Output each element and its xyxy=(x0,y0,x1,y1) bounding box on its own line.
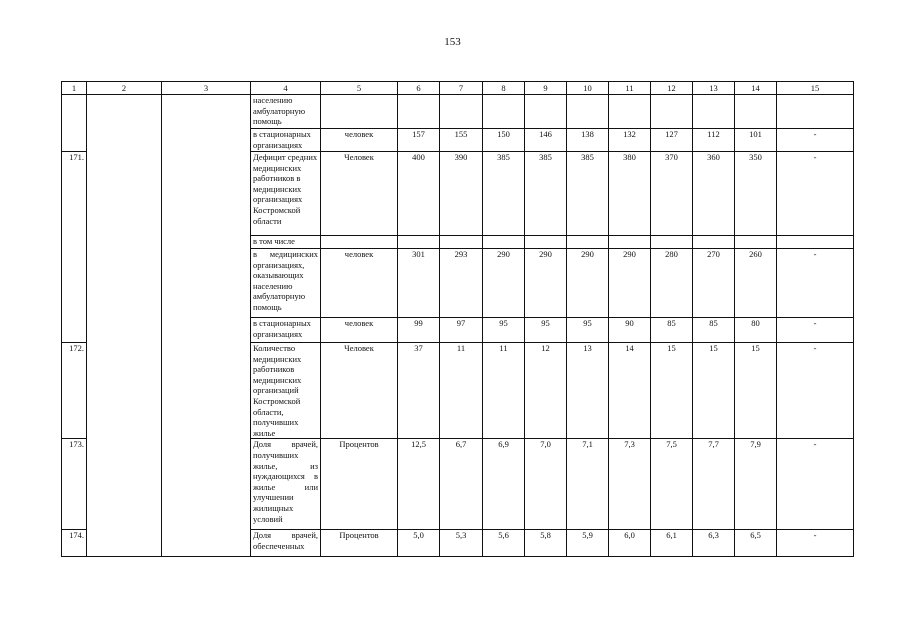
value-cell: 7,7 xyxy=(693,439,735,530)
unit-cell: человек xyxy=(321,249,398,318)
page-number: 153 xyxy=(444,36,461,48)
value-cell: 95 xyxy=(525,318,567,343)
column-header: 5 xyxy=(321,82,398,95)
value-cell: 37 xyxy=(398,343,440,439)
value-cell: 13 xyxy=(567,343,609,439)
value-cell: 14 xyxy=(609,343,651,439)
value-cell xyxy=(483,95,525,129)
unit-cell xyxy=(321,236,398,249)
value-cell: 6,1 xyxy=(651,530,693,557)
value-cell xyxy=(567,236,609,249)
value-cell: 400 xyxy=(398,152,440,236)
indicator-cell: в том числе xyxy=(251,236,321,249)
unit-cell: Человек xyxy=(321,152,398,236)
value-cell xyxy=(651,236,693,249)
value-cell: 127 xyxy=(651,129,693,152)
column-15-cell: - xyxy=(777,318,854,343)
value-cell xyxy=(735,236,777,249)
indicator-cell: населению амбулаторную помощь xyxy=(251,95,321,129)
table-row xyxy=(62,95,854,129)
value-cell: 290 xyxy=(609,249,651,318)
value-cell: 5,3 xyxy=(440,530,483,557)
value-cell: 90 xyxy=(609,318,651,343)
value-cell: 5,9 xyxy=(567,530,609,557)
value-cell: 290 xyxy=(567,249,609,318)
column-header: 4 xyxy=(251,82,321,95)
indicator-cell: Количество медицинских работников медицинских организаций Костромской области, получивших жилье xyxy=(251,343,321,439)
value-cell: 293 xyxy=(440,249,483,318)
value-cell xyxy=(567,95,609,129)
row-number-cell xyxy=(62,95,87,152)
column-15-cell xyxy=(777,236,854,249)
column-header-row xyxy=(62,82,854,95)
value-cell: 6,0 xyxy=(609,530,651,557)
column-header: 9 xyxy=(525,82,567,95)
value-cell: 5,6 xyxy=(483,530,525,557)
value-cell: 138 xyxy=(567,129,609,152)
column-header: 3 xyxy=(162,82,251,95)
value-cell: 11 xyxy=(483,343,525,439)
value-cell: 260 xyxy=(735,249,777,318)
value-cell: 390 xyxy=(440,152,483,236)
value-cell: 7,5 xyxy=(651,439,693,530)
row-number-cell: 174. xyxy=(62,530,87,557)
column-header: 11 xyxy=(609,82,651,95)
column-header: 15 xyxy=(777,82,854,95)
value-cell: 290 xyxy=(525,249,567,318)
value-cell: 15 xyxy=(651,343,693,439)
row-number-cell: 173. xyxy=(62,439,87,530)
value-cell xyxy=(693,236,735,249)
value-cell: 146 xyxy=(525,129,567,152)
unit-cell xyxy=(321,95,398,129)
value-cell: 7,9 xyxy=(735,439,777,530)
value-cell: 280 xyxy=(651,249,693,318)
indicator-cell: в стационарных организациях xyxy=(251,318,321,343)
column-header: 1 xyxy=(62,82,87,95)
value-cell: 6,3 xyxy=(693,530,735,557)
value-cell xyxy=(525,95,567,129)
value-cell xyxy=(693,95,735,129)
value-cell: 7,3 xyxy=(609,439,651,530)
column-header: 12 xyxy=(651,82,693,95)
value-cell xyxy=(609,95,651,129)
value-cell: 132 xyxy=(609,129,651,152)
row-number-cell: 172. xyxy=(62,343,87,439)
value-cell: 157 xyxy=(398,129,440,152)
column-header: 8 xyxy=(483,82,525,95)
indicator-cell: в стационарных организациях xyxy=(251,129,321,152)
column-3-merged-cell xyxy=(162,95,251,557)
column-header: 10 xyxy=(567,82,609,95)
value-cell: 385 xyxy=(483,152,525,236)
indicator-cell: Доля врачей, обеспеченных xyxy=(251,530,321,557)
column-15-cell: - xyxy=(777,152,854,236)
value-cell: 5,0 xyxy=(398,530,440,557)
indicator-cell: в медицинских организациях, оказывающих населению амбулаторную помощь xyxy=(251,249,321,318)
column-header: 6 xyxy=(398,82,440,95)
value-cell: 6,5 xyxy=(735,530,777,557)
unit-cell: человек xyxy=(321,129,398,152)
value-cell: 15 xyxy=(693,343,735,439)
column-15-cell: - xyxy=(777,530,854,557)
value-cell: 6,7 xyxy=(440,439,483,530)
value-cell xyxy=(609,236,651,249)
value-cell: 97 xyxy=(440,318,483,343)
value-cell xyxy=(398,236,440,249)
value-cell: 11 xyxy=(440,343,483,439)
value-cell: 5,8 xyxy=(525,530,567,557)
value-cell xyxy=(651,95,693,129)
value-cell: 95 xyxy=(567,318,609,343)
column-15-cell: - xyxy=(777,343,854,439)
value-cell xyxy=(735,95,777,129)
value-cell: 7,1 xyxy=(567,439,609,530)
value-cell: 155 xyxy=(440,129,483,152)
value-cell xyxy=(525,236,567,249)
column-15-cell xyxy=(777,95,854,129)
unit-cell: Процентов xyxy=(321,439,398,530)
value-cell: 112 xyxy=(693,129,735,152)
value-cell: 270 xyxy=(693,249,735,318)
value-cell: 6,9 xyxy=(483,439,525,530)
value-cell: 7,0 xyxy=(525,439,567,530)
value-cell: 380 xyxy=(609,152,651,236)
value-cell: 95 xyxy=(483,318,525,343)
value-cell: 370 xyxy=(651,152,693,236)
unit-cell: Процентов xyxy=(321,530,398,557)
column-15-cell: - xyxy=(777,129,854,152)
column-header: 13 xyxy=(693,82,735,95)
value-cell: 85 xyxy=(651,318,693,343)
value-cell: 80 xyxy=(735,318,777,343)
value-cell: 385 xyxy=(525,152,567,236)
value-cell xyxy=(483,236,525,249)
value-cell: 350 xyxy=(735,152,777,236)
value-cell: 12,5 xyxy=(398,439,440,530)
value-cell xyxy=(440,236,483,249)
indicator-cell: Доля врачей, получивших жилье, из нуждающихся в жилье или улучшении жилищных условий xyxy=(251,439,321,530)
value-cell: 101 xyxy=(735,129,777,152)
column-2-merged-cell xyxy=(87,95,162,557)
unit-cell: Человек xyxy=(321,343,398,439)
column-15-cell: - xyxy=(777,249,854,318)
value-cell xyxy=(440,95,483,129)
column-header: 14 xyxy=(735,82,777,95)
value-cell xyxy=(398,95,440,129)
column-15-cell: - xyxy=(777,439,854,530)
value-cell: 290 xyxy=(483,249,525,318)
value-cell: 85 xyxy=(693,318,735,343)
column-header: 7 xyxy=(440,82,483,95)
row-number-cell: 171. xyxy=(62,152,87,343)
indicator-cell: Дефицит средних медицинских работников в медицинских организациях Костромской области xyxy=(251,152,321,236)
value-cell: 385 xyxy=(567,152,609,236)
indicators-table xyxy=(61,81,854,557)
value-cell: 15 xyxy=(735,343,777,439)
column-header: 2 xyxy=(87,82,162,95)
value-cell: 99 xyxy=(398,318,440,343)
value-cell: 12 xyxy=(525,343,567,439)
value-cell: 301 xyxy=(398,249,440,318)
value-cell: 360 xyxy=(693,152,735,236)
unit-cell: человек xyxy=(321,318,398,343)
value-cell: 150 xyxy=(483,129,525,152)
